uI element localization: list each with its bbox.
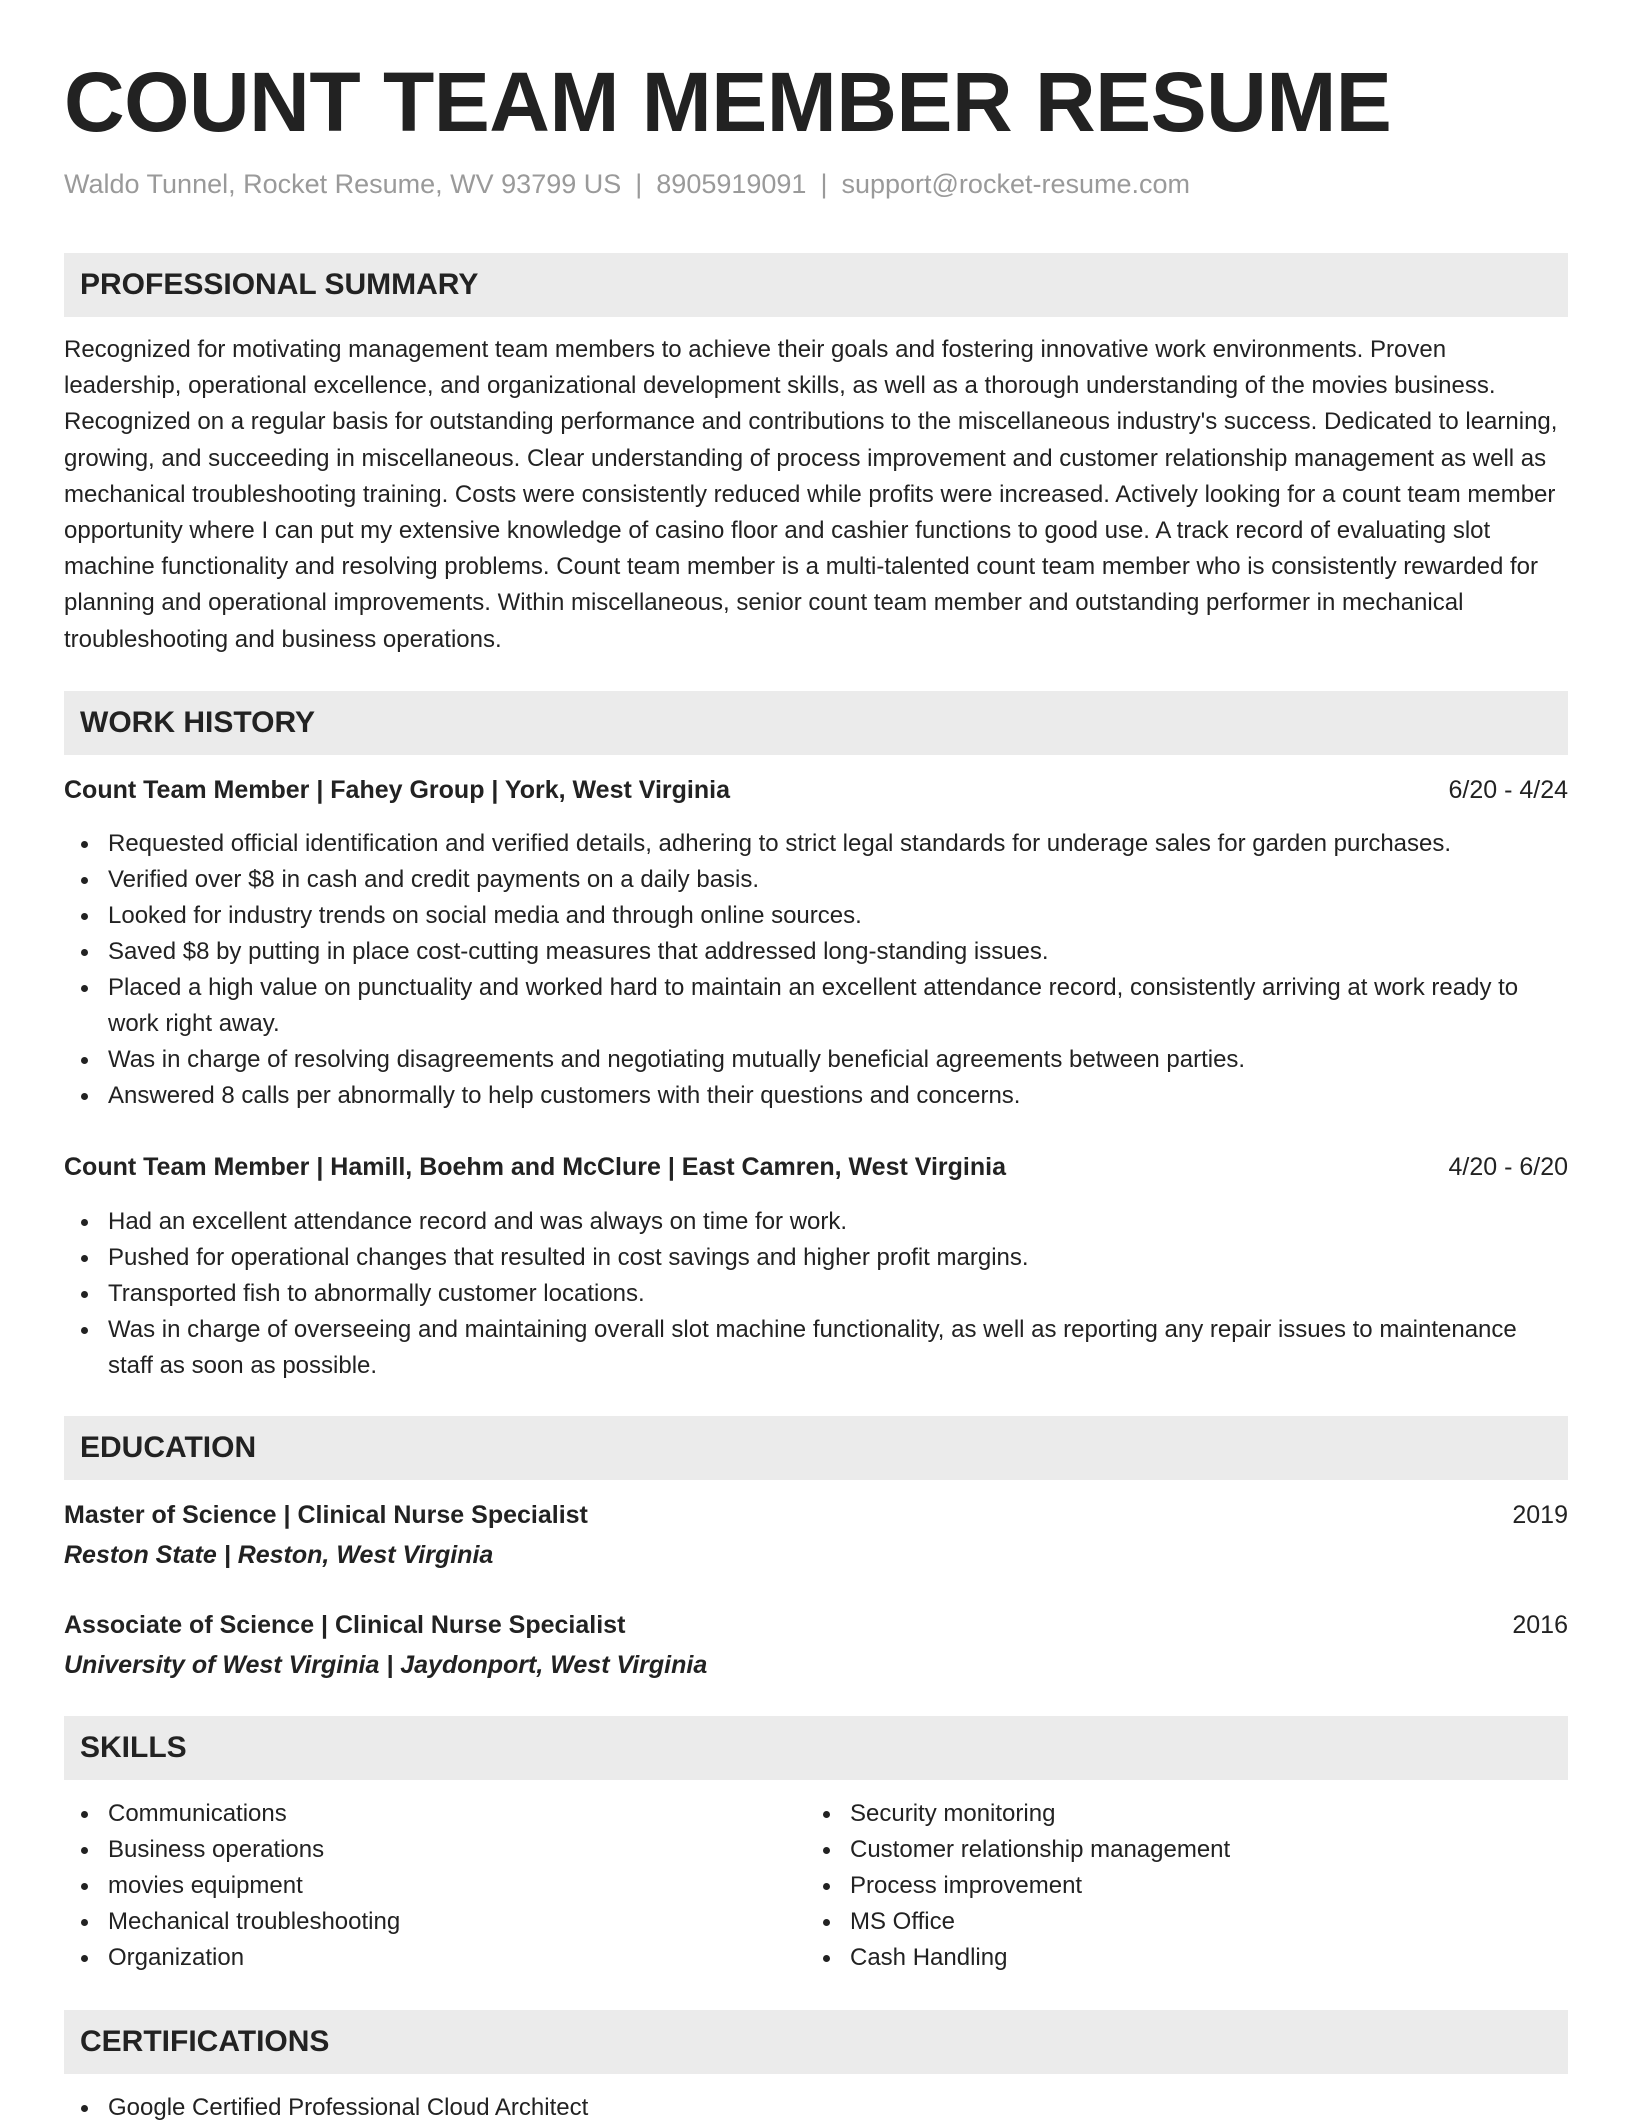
summary-heading: PROFESSIONAL SUMMARY — [64, 253, 1568, 317]
job-bullet: Looked for industry trends on social media and through online sources. — [64, 898, 1568, 934]
skill-item: Organization — [64, 1940, 784, 1976]
degree-title: Associate of Science | Clinical Nurse Specialist — [64, 1611, 626, 1639]
skill-item: Customer relationship management — [806, 1832, 1546, 1868]
job-title: Count Team Member | Fahey Group | York, West Virginia — [64, 776, 730, 804]
contact-email: support@rocket-resume.com — [841, 169, 1190, 199]
certification-item: Google Certified Professional Cloud Architect — [64, 2090, 1568, 2126]
skill-item: Communications — [64, 1796, 784, 1832]
school-name: Reston State | Reston, West Virginia — [64, 1541, 494, 1569]
job-header — [64, 772, 1568, 808]
job-bullet: Had an excellent attendance record and was always on time for work. — [64, 1204, 1568, 1240]
skill-item: Cash Handling — [806, 1940, 1546, 1976]
school-name: University of West Virginia | Jaydonport, West Virginia — [64, 1651, 708, 1679]
work-history-heading: WORK HISTORY — [64, 691, 1568, 755]
graduation-year: 2019 — [1512, 1501, 1568, 1529]
skill-item: Security monitoring — [806, 1796, 1546, 1832]
job-bullet-list — [64, 826, 1568, 1114]
job-header — [64, 1149, 1568, 1185]
graduation-year: 2016 — [1512, 1611, 1568, 1639]
skills-heading: SKILLS — [64, 1716, 1568, 1780]
skills-list-right — [806, 1796, 1546, 1976]
skill-item: MS Office — [806, 1904, 1546, 1940]
job-bullet: Transported fish to abnormally customer locations. — [64, 1276, 1568, 1312]
degree-title: Master of Science | Clinical Nurse Specialist — [64, 1501, 588, 1529]
certifications-heading: CERTIFICATIONS — [64, 2010, 1568, 2074]
job-bullet: Placed a high value on punctuality and worked hard to maintain an excellent attendance record, consistently arriving at work ready to work right away. — [64, 970, 1568, 1042]
job-bullet-list — [64, 1204, 1568, 1384]
contact-line — [64, 164, 1190, 204]
summary-text: Recognized for motivating management team members to achieve their goals and fostering innovative work environments. Proven leadership, operational excellence, and organizational development skills, as well as a thorough understanding of the movies business. Recognized on a regular basis for outstanding performance and contributions to the miscellaneous industry's success. Dedicated to learning, growing, and succeeding in miscellaneous. Clear understanding of process improvement and customer relationship management as well as mechanical troubleshooting training. Costs were consistently reduced while profits were increased. Actively looking for a count team member opportunity where I can put my extensive knowledge of casino floor and cashier functions to good use. A track record of evaluating slot machine functionality and resolving problems. Count team member is a multi-talented count team member who is consistently rewarded for planning and operational improvements. Within miscellaneous, senior count team member and outstanding performer in mechanical troubleshooting and business operations. — [64, 336, 1558, 653]
job-bullet: Was in charge of overseeing and maintaining overall slot machine functionality, as well as reporting any repair issues to maintenance staff as soon as possible. — [64, 1312, 1568, 1384]
job-bullet: Saved $8 by putting in place cost-cutting measures that addressed long-standing issues. — [64, 934, 1568, 970]
job-bullet: Pushed for operational changes that resulted in cost savings and higher profit margins. — [64, 1240, 1568, 1276]
job-bullet: Was in charge of resolving disagreements and negotiating mutually beneficial agreements between parties. — [64, 1042, 1568, 1078]
contact-separator: | — [635, 169, 643, 199]
contact-phone: 8905919091 — [656, 169, 807, 199]
skill-item: Business operations — [64, 1832, 784, 1868]
contact-separator: | — [820, 169, 828, 199]
skills-list-left — [64, 1796, 784, 1976]
certifications-list — [64, 2090, 1568, 2126]
job-dates: 4/20 - 6/20 — [1448, 1153, 1568, 1181]
education-header — [64, 1497, 1568, 1533]
job-bullet: Requested official identification and verified details, adhering to strict legal standards for underage sales for garden purchases. — [64, 826, 1568, 862]
job-dates: 6/20 - 4/24 — [1448, 776, 1568, 804]
skill-item: Mechanical troubleshooting — [64, 1904, 784, 1940]
resume-title: COUNT TEAM MEMBER RESUME — [64, 55, 1392, 149]
job-bullet: Answered 8 calls per abnormally to help customers with their questions and concerns. — [64, 1078, 1568, 1114]
skill-item: Process improvement — [806, 1868, 1546, 1904]
education-header — [64, 1607, 1568, 1643]
education-heading: EDUCATION — [64, 1416, 1568, 1480]
contact-address: Waldo Tunnel, Rocket Resume, WV 93799 US — [64, 169, 622, 199]
job-title: Count Team Member | Hamill, Boehm and McClure | East Camren, West Virginia — [64, 1153, 1006, 1181]
skill-item: movies equipment — [64, 1868, 784, 1904]
job-bullet: Verified over $8 in cash and credit payments on a daily basis. — [64, 862, 1568, 898]
